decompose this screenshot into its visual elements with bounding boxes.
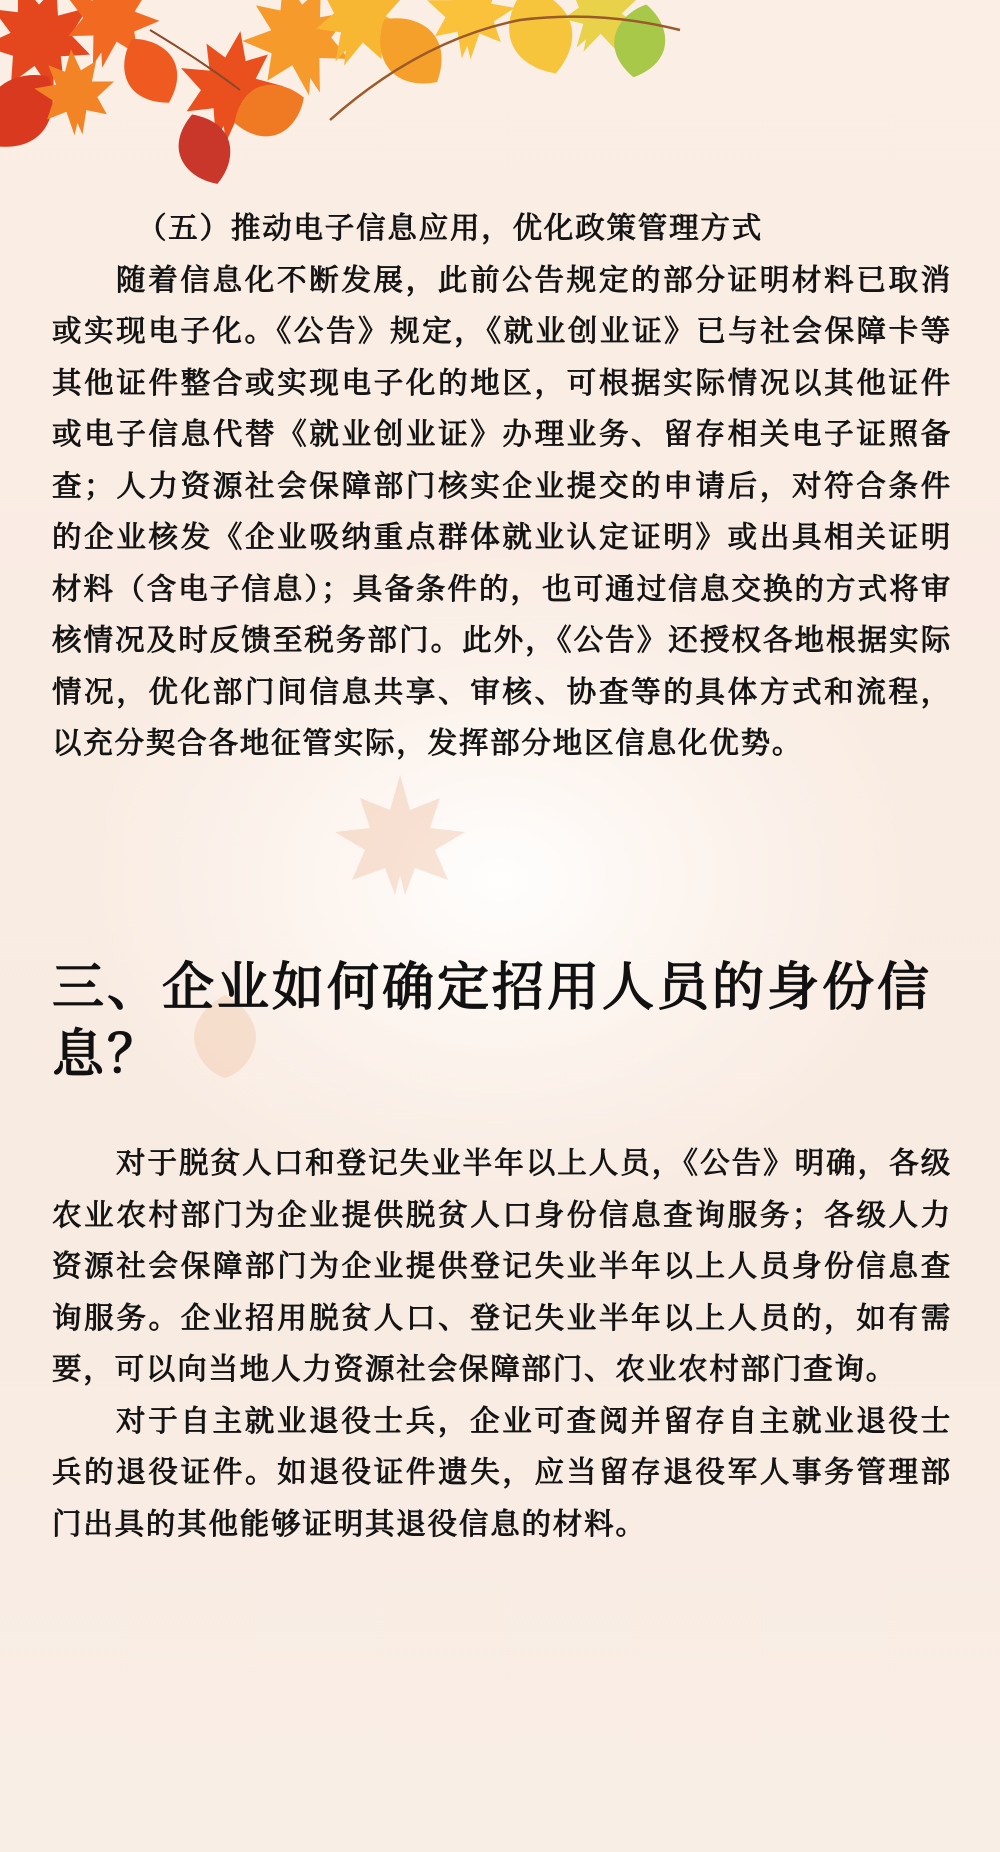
subsection-heading: （五）推动电子信息应用，优化政策管理方式 bbox=[137, 211, 764, 245]
section-5-block bbox=[52, 203, 952, 770]
section-3-paragraph-1: 对于脱贫人口和登记失业半年以上人员，《公告》明确，各级农业农村部门为企业提供脱贫人口身份信息查询服务；各级人力资源社会保障部门为企业提供登记失业半年以上人员身份信息查询服务。企业招用脱贫人口、登记失业半年以上人员的，如有需要，可以向当地人力资源社会保障部门、农业农村部门查询。 bbox=[52, 1146, 952, 1386]
section-title: 三、企业如何确定招用人员的身份信息？ bbox=[52, 958, 933, 1085]
section-3-block bbox=[52, 1138, 952, 1550]
section-5-paragraph: 随着信息化不断发展，此前公告规定的部分证明材料已取消或实现电子化。《公告》规定，《就业创业证》已与社会保障卡等其他证件整合或实现电子化的地区，可根据实际情况以其他证件或电子信息代替《就业创业证》办理业务、留存相关电子证照备查；人力资源社会保障部门核实企业提交的申请后，对符合条件的企业核发《企业吸纳重点群体就业认定证明》或出具相关证明材料（含电子信息）；具备条件的，也可通过信息交换的方式将审核情况及时反馈至税务部门。此外，《公告》还授权各地根据实际情况，优化部门间信息共享、审核、协查等的具体方式和流程，以充分契合各地征管实际，发挥部分地区信息化优势。 bbox=[52, 262, 952, 760]
section-3-paragraph-2: 对于自主就业退役士兵，企业可查阅并留存自主就业退役士兵的退役证件。如退役证件遗失，应当留存退役军人事务管理部门出具的其他能够证明其退役信息的材料。 bbox=[52, 1403, 952, 1541]
